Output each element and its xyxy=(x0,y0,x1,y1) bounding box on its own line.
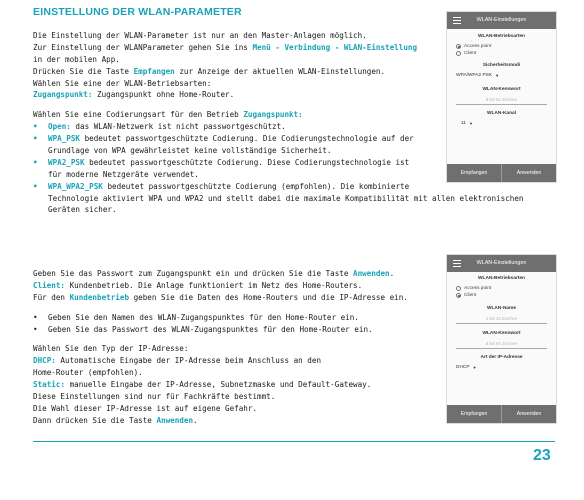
mode-label: WLAN-Betriebsarten xyxy=(478,276,525,281)
bullet-wpa-psk: • WPA_PSK bedeutet passwortgeschützte Codierung. Die Codierungstechnologie auf der xyxy=(33,134,414,144)
app-header xyxy=(447,255,556,272)
bullet-open: • Open: das WLAN-Netzwerk ist nicht passwortgeschützt. xyxy=(33,122,286,132)
bullet-router-name: • Geben Sie den Namen des WLAN-Zugangspunktes für den Home-Router ein. xyxy=(33,312,359,322)
wlan-name-field[interactable]: 1 bis 32 Zeichen xyxy=(456,316,547,324)
button-bar xyxy=(447,164,556,182)
text-line: Diese Einstellungen sind nur für Fachkräfte bestimmt. xyxy=(33,392,276,402)
radio-access-point[interactable]: Access point xyxy=(447,43,556,50)
app-header-title: WLAN-Einstellungen xyxy=(476,17,527,23)
radio-empty-icon xyxy=(456,286,461,291)
text-line: Die Wahl dieser IP-Adresse ist auf eigene Gefahr. xyxy=(33,403,258,413)
text-line: Home-Router (empfohlen). xyxy=(33,368,143,378)
text-line: Die Einstellung der WLAN-Parameter ist nur an den Master-Anlagen möglich. xyxy=(33,31,367,40)
receive-button[interactable]: Empfangen xyxy=(460,411,488,417)
text-line: Client: Kundenbetrieb. Die Anlage funktioniert im Netz des Home-Routers. xyxy=(33,280,363,290)
text-line: Für den Kundenbetrieb geben Sie die Daten des Home-Routers und die IP-Adresse ein. xyxy=(33,292,408,302)
text-line: Dann drücken Sie die Taste Anwenden. xyxy=(33,415,198,425)
security-select[interactable]: WPA/WPA2 PSK ▼ xyxy=(456,73,500,78)
ip-type-select[interactable]: DHCP ▼ xyxy=(456,365,477,370)
password-field[interactable]: 8 bis 64 Zeichen xyxy=(456,341,547,349)
text-line: Wählen Sie eine der WLAN-Betriebsarten: xyxy=(33,78,212,88)
receive-button[interactable]: Empfangen xyxy=(460,170,488,176)
chevron-down-icon: ▼ xyxy=(472,365,477,370)
text-line: Wählen Sie eine Codierungsart für den Betrieb Zugangspunkt: xyxy=(33,110,303,120)
chevron-down-icon: ▼ xyxy=(495,73,500,78)
receive-keyword: Empfangen xyxy=(133,66,175,76)
radio-access-point[interactable]: Access point xyxy=(447,285,556,292)
bullet-router-password: • Geben Sie das Passwort des WLAN-Zugangspunktes für den Home-Router ein. xyxy=(33,324,373,334)
phone-screen-client xyxy=(446,254,557,424)
radio-selected-icon xyxy=(456,44,461,49)
text-line: Wählen Sie den Typ der IP-Adresse: xyxy=(33,344,189,354)
text-line: Geben Sie das Passwort zum Zugangspunkt ein und drücken Sie die Taste Anwenden. xyxy=(33,269,395,278)
text-line: für moderne Netzgeräte verwendet. xyxy=(48,169,199,179)
ip-type-label: Art der IP-Adresse xyxy=(480,355,523,360)
phone-screen-access-point xyxy=(446,11,557,183)
radio-client[interactable]: Client xyxy=(447,50,556,57)
page-title: EINSTELLUNG DER WLAN-PARAMETER xyxy=(33,6,242,18)
apply-button[interactable]: Anwenden xyxy=(501,164,556,182)
radio-empty-icon xyxy=(456,51,461,56)
password-label: WLAN-Kennwort xyxy=(482,331,521,336)
text-line: Zur Einstellung der WLANParameter gehen Sie ins Menü - Verbindung - WLAN-Einstellung xyxy=(33,42,418,52)
mode-label: WLAN-Betriebsarten xyxy=(478,34,525,39)
section-client xyxy=(33,268,418,427)
footer-divider xyxy=(33,441,555,442)
chevron-down-icon: ▼ xyxy=(468,121,473,126)
access-point-keyword: Zugangspunkt: xyxy=(33,90,93,100)
text-line: Zugangspunkt: Zugangspunkt ohne Home-Router. xyxy=(33,90,235,100)
page-number: 23 xyxy=(533,447,551,464)
bullet-wpa2-psk: • WPA2_PSK bedeutet passwortgeschützte Codierung. Diese Codierungstechnologie ist xyxy=(33,157,410,167)
text-line: Static: manuelle Eingabe der IP-Adresse, Subnetzmaske und Default-Gateway. xyxy=(33,380,372,390)
text-line: in der mobilen App. xyxy=(33,54,120,64)
text-line: Technologie aktiviert WPA und WPA2 und stellt dabei die maximale Kompatibilität mit allen elektronischen xyxy=(48,193,524,203)
radio-client[interactable]: Client xyxy=(447,292,556,299)
wlan-name-label: WLAN-Name xyxy=(486,306,517,311)
menu-path: Menü - Verbindung - WLAN-Einstellung xyxy=(252,42,418,52)
password-field[interactable]: 8 bis 64 Zeichen xyxy=(456,97,547,105)
app-header xyxy=(447,12,556,29)
button-bar xyxy=(447,405,556,423)
text-line: DHCP: Automatische Eingabe der IP-Adresse beim Anschluss an den xyxy=(33,356,322,366)
app-header-title: WLAN-Einstellungen xyxy=(476,260,527,266)
text-line: Grundlage von WPA gewährleistet keine vollständige Sicherheit. xyxy=(48,146,332,156)
channel-label: WLAN-Kanal xyxy=(486,111,517,116)
radio-selected-icon xyxy=(456,293,461,298)
bullet-wpa-wpa2-psk: • WPA_WPA2_PSK bedeutet passwortgeschützte Codierung (empfohlen). Die kombinierte xyxy=(33,181,410,191)
text-line: Geräten sicher. xyxy=(48,205,117,215)
password-label: WLAN-Kennwort xyxy=(482,87,521,92)
text-line: Drücken Sie die Taste Empfangen zur Anzeige der aktuellen WLAN-Einstellungen. xyxy=(33,66,386,76)
channel-select[interactable]: 11 ▼ xyxy=(461,121,473,126)
apply-button[interactable]: Anwenden xyxy=(501,405,556,423)
security-label: Sicherheitsmodi xyxy=(482,63,521,68)
